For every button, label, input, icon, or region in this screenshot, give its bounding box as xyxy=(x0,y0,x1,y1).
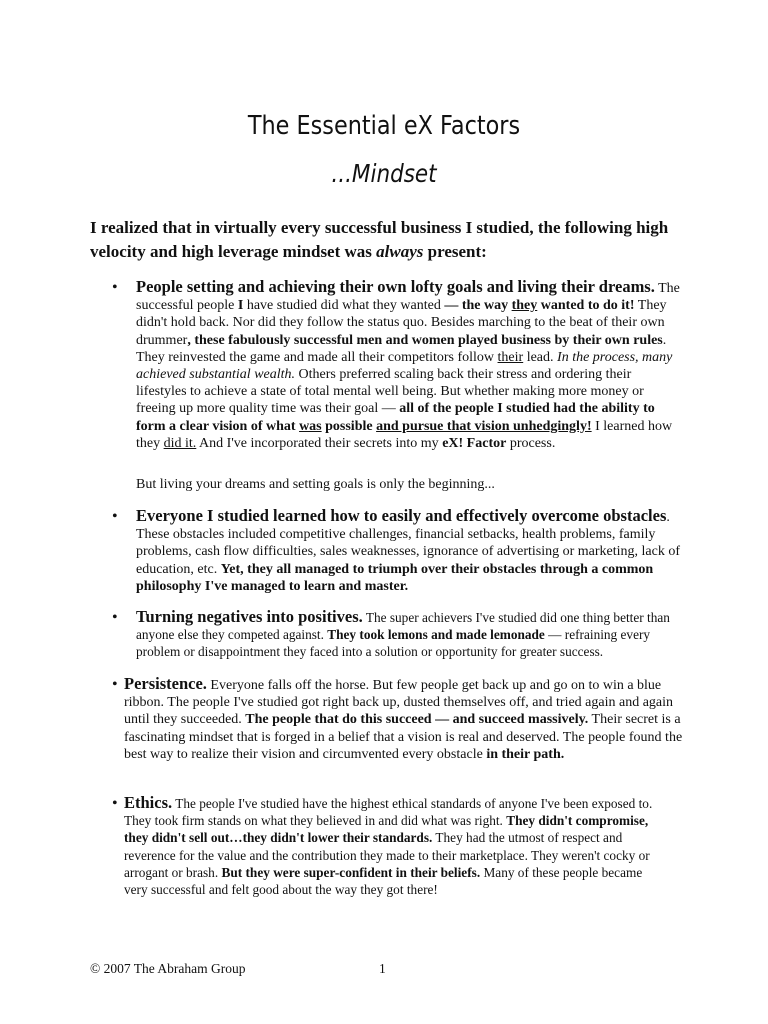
item-text: Everyone falls off the horse. But few people get back up and go on to win a blue ribbon. The people I've studied got right back up, dusted themselves off, and tried again and again until they succeeded. xyxy=(124,678,674,728)
item-bold: all of the people I studied had the ability to form a clear vision of what xyxy=(136,401,655,434)
transition-sentence: But living your dreams and setting goals is only the beginning... xyxy=(136,477,495,492)
item-text: . They reinvested the game and made all their competitors follow xyxy=(136,332,667,365)
item-bold: They took lemons and made lemonade xyxy=(327,627,545,643)
bullet-icon: • xyxy=(112,508,118,525)
item-text: process. xyxy=(506,435,556,451)
item-text: Many of these people became very successful and felt good about the way they got there! xyxy=(124,864,643,898)
bullet-icon: • xyxy=(112,795,118,812)
intro-paragraph xyxy=(90,216,690,264)
item-text: Their secret is a fascinating mindset that is forged in a belief that a vision is real and deserved. The people found the best way to realize their vision and circumvented every obstacle xyxy=(124,712,683,762)
item-underline: they xyxy=(511,298,538,314)
item-bold: Yet, they all managed to triumph over their obstacles through a common philosophy I've managed to learn and master. xyxy=(136,561,654,594)
item-underline: and pursue that vision unhedgingly! xyxy=(376,418,592,434)
intro-text-1: I realized that in virtually every successful business I studied, the following high velocity and high leverage mindset was xyxy=(90,218,669,261)
item-text: I learned how they xyxy=(136,418,673,451)
item-text: Others preferred scaling back their stress and ordering their lifestyles to achieve a state of total mental well being. But whether making more money or freeing up more quality time was their goal — xyxy=(136,367,644,417)
document-title: The Essential eX Factors xyxy=(247,111,521,141)
item-text: And I've incorporated their secrets into my xyxy=(196,435,443,451)
item-bold: eX! Factor xyxy=(442,435,507,451)
bullet-icon: • xyxy=(112,609,118,626)
item-underline: did it. xyxy=(163,435,197,451)
list-item-text xyxy=(136,507,684,595)
item-text: The people I've studied have the highest ethical standards of anyone I've been exposed to. They took firm stands on what they believed in and did what was right. xyxy=(124,796,653,829)
item-bold: possible xyxy=(321,418,377,434)
item-bold: But they were super-confident in their beliefs. xyxy=(221,864,481,880)
item-bold: — the way xyxy=(444,298,512,314)
item-text: lead. xyxy=(523,349,558,365)
item-lead: Ethics. xyxy=(124,793,173,812)
footer-copyright: © 2007 The Abraham Group xyxy=(90,961,246,976)
intro-text-2: present: xyxy=(423,242,487,261)
list-item-text xyxy=(124,675,684,763)
item-text: They had the utmost of respect and reverence for the value and the contribution they made to their marketplace. They weren't cocky or arrogant or brash. xyxy=(124,830,650,880)
item-bold: They didn't compromise, they didn't sell out…they didn't lower their standards. xyxy=(124,813,649,846)
item-text: . These obstacles included competitive challenges, financial setbacks, health problems, family problems, cash flow difficulties, sales weaknesses, ignorance of advertising or marketing, lack of education, etc. xyxy=(136,510,681,577)
intro-emphasis: always xyxy=(376,242,424,261)
item-bold: , these fabulously successful men and women played business by their own rules xyxy=(187,332,663,348)
item-text: have studied did what they wanted xyxy=(243,298,445,314)
item-bold: I xyxy=(237,298,244,314)
bullet-icon: • xyxy=(112,279,118,296)
list-item-text xyxy=(136,278,684,452)
item-text: — refraining every problem or disappointment they faced into a solution or opportunity for greater success. xyxy=(136,627,651,660)
item-bold: The people that do this succeed — and succeed massively. xyxy=(245,712,589,728)
item-lead: Everyone I studied learned how to easily and effectively overcome obstacles xyxy=(136,506,667,525)
item-bold: in their path. xyxy=(486,746,565,762)
list-item-text xyxy=(136,608,684,661)
item-text: The super achievers I've studied did one thing better than anyone else they competed against. xyxy=(136,610,670,643)
item-text: They didn't hold back. Nor did they follow the status quo. Besides marching to the beat of their own drummer xyxy=(136,298,667,348)
item-underline: was xyxy=(299,418,322,434)
document-subtitle: ...Mindset xyxy=(331,159,437,188)
item-underline: their xyxy=(497,349,524,365)
item-lead: Turning negatives into positives. xyxy=(136,607,363,626)
item-bold: wanted to do it! xyxy=(537,298,635,314)
bullet-icon: • xyxy=(112,676,118,693)
page-number: 1 xyxy=(379,961,386,976)
item-lead: People setting and achieving their own lofty goals and living their dreams. xyxy=(136,277,655,296)
item-lead: Persistence. xyxy=(124,674,207,693)
item-italic: In the process, many achieved substantial wealth. xyxy=(136,349,673,383)
item-text: The successful people xyxy=(136,281,680,314)
list-item-text xyxy=(124,794,660,898)
